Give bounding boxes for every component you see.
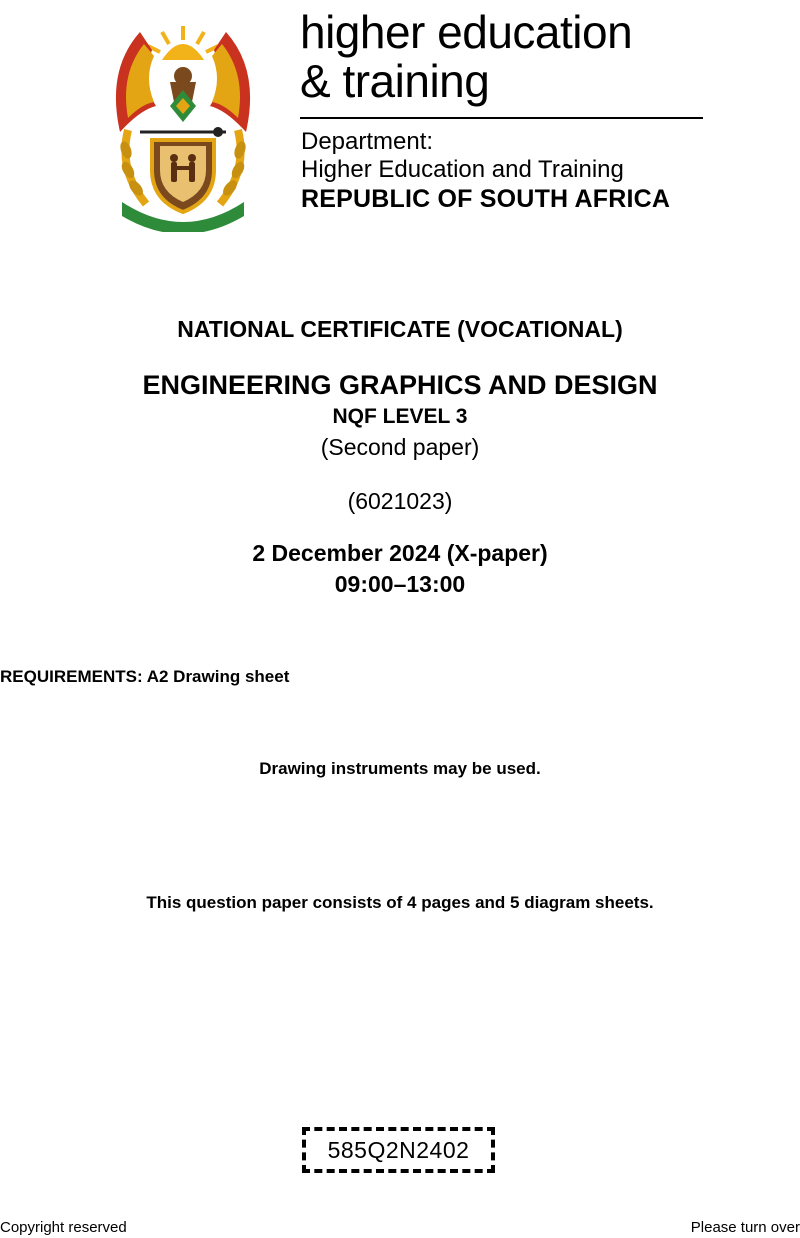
footer-turn-over: Please turn over bbox=[690, 1219, 800, 1236]
footer-copyright: Copyright reserved bbox=[0, 1219, 127, 1236]
brand-line-1: higher education bbox=[300, 6, 633, 58]
coat-of-arms-icon bbox=[100, 20, 266, 232]
paper-label: (Second paper) bbox=[320, 434, 480, 460]
sun-icon bbox=[148, 26, 218, 60]
department-name: Higher Education and Training bbox=[301, 156, 624, 183]
brand-line-2: & training bbox=[300, 55, 490, 107]
subject-title: ENGINEERING GRAPHICS AND DESIGN bbox=[142, 370, 658, 400]
exam-date: 2 December 2024 (X-paper) bbox=[252, 540, 548, 566]
department-label: Department: bbox=[301, 128, 434, 155]
certificate-title: NATIONAL CERTIFICATE (VOCATIONAL) bbox=[177, 316, 623, 342]
exam-time: 09:00–13:00 bbox=[334, 571, 466, 597]
header-divider bbox=[300, 117, 703, 119]
country-name: REPUBLIC OF SOUTH AFRICA bbox=[301, 185, 671, 213]
instruments-note: Drawing instruments may be used. bbox=[259, 759, 541, 778]
subject-code: (6021023) bbox=[347, 488, 453, 514]
paper-code: 585Q2N2402 bbox=[327, 1136, 470, 1163]
page-count-note: This question paper consists of 4 pages and 5 diagram sheets. bbox=[146, 893, 654, 912]
level-label: NQF LEVEL 3 bbox=[332, 405, 468, 428]
requirements-text: REQUIREMENTS: A2 Drawing sheet bbox=[0, 667, 290, 686]
paper-code-box bbox=[302, 1127, 495, 1173]
